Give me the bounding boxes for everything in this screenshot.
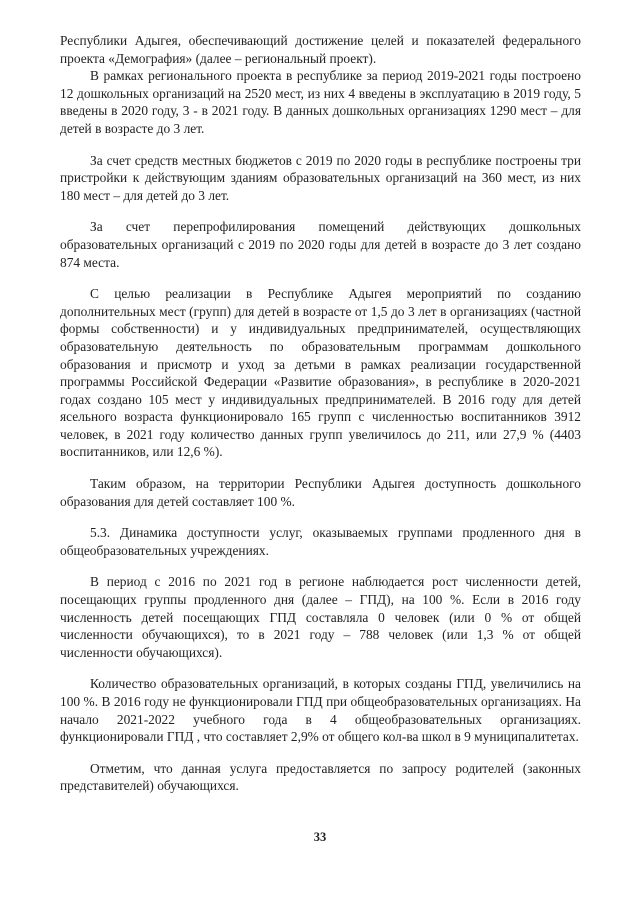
section-heading-5-3: 5.3. Динамика доступности услуг, оказываемых группами продленного дня в общеобразовательных учреждениях.: [60, 525, 581, 558]
paragraph-continuation: Республики Адыгея, обеспечивающий достижение целей и показателей федерального проекта «Демография» (далее – региональный проект).: [60, 33, 581, 66]
paragraph-regional-project: В рамках регионального проекта в республике за период 2019-2021 годы построено 12 дошкольных организаций на 2520 мест, из них 4 введены в эксплуатацию в 2019 году, 5 введены в 2020 году, 3 - в 2021 году. В данных дошкольных организациях 1290 мест – для детей в возрасте до 3 лет.: [60, 68, 581, 136]
paragraph-gpd-organizations: Количество образовательных организаций, в которых созданы ГПД, увеличились на 100 %. В 2016 году не функционировали ГПД при общеобразовательных организациях. На начало 2021-2022 учебного года в 4 общеобразовательных организациях. функционировали ГПД , что составляет 2,9% от общего кол-ва школ в 9 муниципалитетах.: [60, 676, 581, 745]
paragraph-parents-request: Отметим, что данная услуга предоставляется по запросу родителей (законных представителей) обучающихся.: [60, 760, 581, 794]
paragraph-gpd-children: В период с 2016 по 2021 год в регионе наблюдается рост численности детей, посещающих группы продленного дня (далее – ГПД), на 100 %. Если в 2016 году численность детей посещающих ГПД составляла 0 человек (или 0 % от общей численности обучающихся), то в 2021 году – 788 человек (или 1,3 % от общей численности обучающихся).: [60, 574, 581, 660]
paragraph-local-budgets: За счет средств местных бюджетов с 2019 по 2020 годы в республике построены три пристройки к действующим зданиям образовательных организаций на 360 мест, из них 180 мест – для детей до 3 лет.: [60, 152, 581, 203]
paragraph-availability-summary: Таким образом, на территории Республики Адыгея доступность дошкольного образования для детей составляет 100 %.: [60, 476, 581, 509]
paragraph-reprofiling: За счет перепрофилирования помещений действующих дошкольных образовательных организаций с 2019 по 2020 годы для детей в возрасте до 3 лет создано 874 места.: [60, 219, 581, 270]
page-number: 33: [313, 830, 327, 844]
paragraph-additional-places: С целью реализации в Республике Адыгея мероприятий по созданию дополнительных мест (групп) для детей в возрасте от 1,5 до 3 лет в организациях (частной формы собственности) и у индивидуальных предпринимателей, осуществляющих образовательную деятельность по образовательным программам дошкольного образования и присмотр и уход за детьми в рамках реализации государственной программы Российской Федерации «Развитие образования», в республике в 2020-2021 годах создано 105 мест у индивидуальных предпринимателей. В 2016 году для детей ясельного возраста функционировало 165 групп с численностью воспитанников 3912 человек, в 2021 году количество данных групп увеличилось до 211, или 27,9 % (4403 воспитанников, или 12,6 %).: [60, 286, 581, 460]
body-text: [60, 32, 581, 795]
